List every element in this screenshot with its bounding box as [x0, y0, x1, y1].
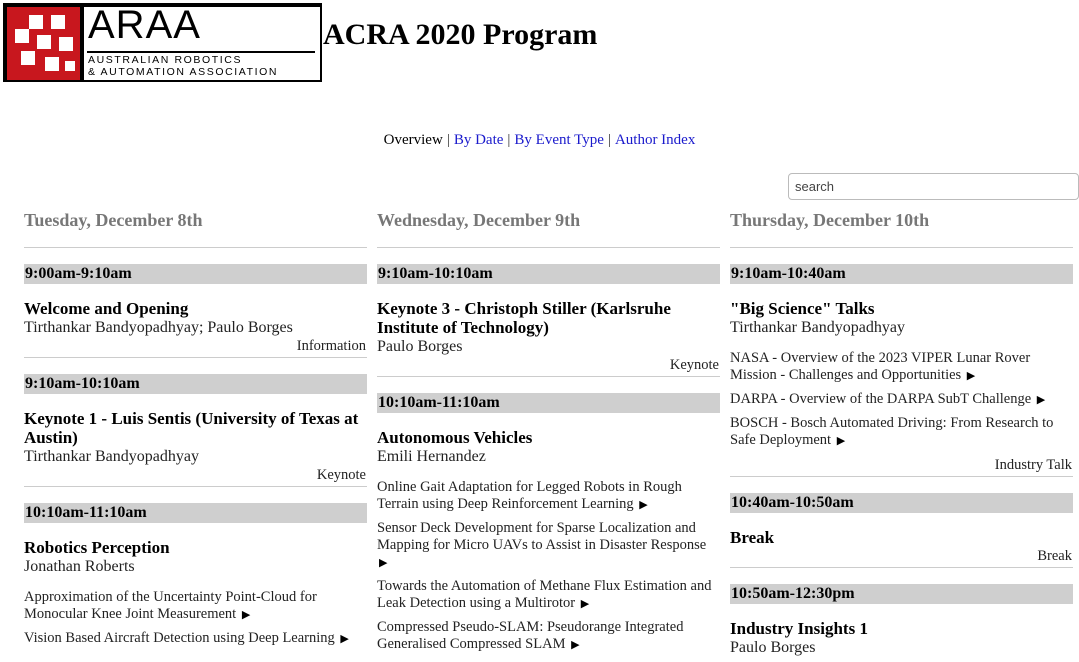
paper-item[interactable] [24, 589, 367, 624]
day-column-thursday [730, 210, 1073, 659]
event-type-label: Information [296, 338, 366, 354]
event-type-label: Break [1037, 548, 1072, 564]
session-title-link[interactable]: Autonomous Vehicles [377, 428, 533, 447]
day-heading: Thursday, December 10th [730, 210, 1073, 248]
session-title-link[interactable]: Break [730, 528, 775, 547]
session-chair: Emili Hernandez [377, 448, 486, 465]
time-slot-header: 10:40am-10:50am [730, 493, 1073, 513]
session-block [24, 284, 367, 358]
view-nav [0, 132, 1079, 149]
paper-list [377, 479, 720, 654]
session-block [24, 523, 367, 656]
day-column-wednesday [377, 210, 720, 662]
nav-author-index-link[interactable]: Author Index [614, 132, 696, 148]
araa-logo-text [84, 3, 320, 80]
paper-item[interactable] [730, 350, 1073, 385]
paper-item[interactable] [730, 391, 1073, 409]
session-block [730, 513, 1073, 568]
paper-item[interactable] [24, 630, 367, 648]
search-input[interactable] [788, 173, 1079, 200]
paper-title-link[interactable]: BOSCH - Bosch Automated Driving: From Research to Safe Deployment [730, 415, 1054, 448]
paper-title-link[interactable]: Sensor Deck Development for Sparse Localization and Mapping for Micro UAVs to Assist in Disaster Response [377, 520, 707, 553]
session-chair: Paulo Borges [377, 338, 463, 355]
paper-list [24, 589, 367, 648]
paper-item[interactable] [730, 415, 1073, 450]
paper-title-link[interactable]: Compressed Pseudo-SLAM: Pseudorange Integrated Generalised Compressed SLAM [377, 619, 684, 652]
expand-arrow-icon[interactable]: ▶ [340, 633, 349, 645]
session-chair: Tirthankar Bandyopadhyay; Paulo Borges [24, 319, 293, 336]
session-chair: Jonathan Roberts [24, 558, 135, 575]
paper-title-link[interactable]: Vision Based Aircraft Detection using Deep Learning [24, 630, 335, 646]
page-title: ACRA 2020 Program [323, 18, 598, 51]
paper-title-link[interactable]: Approximation of the Uncertainty Point-Cloud for Monocular Knee Joint Measurement [24, 589, 317, 622]
session-block [377, 413, 720, 662]
time-slot-header: 9:10am-10:10am [377, 264, 720, 284]
session-title-link[interactable]: Welcome and Opening [24, 299, 189, 318]
expand-arrow-icon[interactable]: ▶ [241, 609, 251, 621]
day-heading: Tuesday, December 8th [24, 210, 367, 248]
session-title-link[interactable]: Robotics Perception [24, 538, 170, 557]
logo-word: ARAA [88, 3, 201, 47]
expand-arrow-icon[interactable]: ▶ [1036, 394, 1046, 406]
nav-overview: Overview [383, 132, 443, 148]
event-type-label: Keynote [316, 467, 366, 483]
paper-item[interactable] [377, 619, 720, 654]
session-title-link[interactable]: Keynote 3 - Christoph Stiller (Karlsruhe Institute of Technology) [377, 299, 671, 337]
day-heading: Wednesday, December 9th [377, 210, 720, 248]
session-title-link[interactable]: Keynote 1 - Luis Sentis (University of Texas at Austin) [24, 409, 359, 447]
session-title-link[interactable]: "Big Science" Talks [730, 299, 875, 318]
nav-separator: | [607, 132, 611, 148]
session-title-link[interactable]: Industry Insights 1 [730, 619, 868, 638]
time-slot-header: 10:10am-11:10am [24, 503, 367, 523]
time-slot-header: 9:10am-10:10am [24, 374, 367, 394]
session-block [377, 284, 720, 377]
session-block [730, 604, 1073, 659]
paper-list [730, 350, 1073, 450]
time-slot-header: 10:50am-12:30pm [730, 584, 1073, 604]
nav-separator: | [507, 132, 511, 148]
paper-title-link[interactable]: Towards the Automation of Methane Flux Estimation and Leak Detection using a Multirotor [377, 578, 712, 611]
expand-arrow-icon[interactable]: ▶ [379, 557, 388, 569]
day-column-tuesday [24, 210, 367, 656]
araa-logo-mark-icon [7, 7, 80, 80]
nav-separator: | [446, 132, 450, 148]
expand-arrow-icon[interactable]: ▶ [639, 499, 648, 511]
event-type-label: Keynote [669, 357, 719, 373]
nav-by-event-type-link[interactable]: By Event Type [514, 132, 604, 148]
expand-arrow-icon[interactable]: ▶ [966, 370, 976, 382]
paper-item[interactable] [377, 520, 720, 572]
event-type-label: Industry Talk [994, 457, 1072, 473]
expand-arrow-icon[interactable]: ▶ [836, 435, 846, 447]
logo-subtitle-line2: & AUTOMATION ASSOCIATION [88, 66, 279, 78]
expand-arrow-icon[interactable]: ▶ [580, 598, 590, 610]
time-slot-header: 9:00am-9:10am [24, 264, 367, 284]
paper-item[interactable] [377, 578, 720, 613]
session-chair: Tirthankar Bandyopadhyay [24, 448, 199, 465]
time-slot-header: 10:10am-11:10am [377, 393, 720, 413]
logo-rule [87, 51, 315, 53]
session-chair: Tirthankar Bandyopadhyay [730, 319, 905, 336]
paper-title-link[interactable]: Online Gait Adaptation for Legged Robots in Rough Terrain using Deep Reinforcement Learning [377, 479, 682, 512]
logo-subtitle-line1: AUSTRALIAN ROBOTICS [88, 54, 243, 66]
paper-title-link[interactable]: NASA - Overview of the 2023 VIPER Lunar Rover Mission - Challenges and Opportunities [730, 350, 1031, 383]
expand-arrow-icon[interactable]: ▶ [571, 639, 580, 651]
nav-by-date-link[interactable]: By Date [453, 132, 504, 148]
paper-item[interactable] [377, 479, 720, 514]
session-block [730, 284, 1073, 477]
araa-logo[interactable] [3, 3, 322, 82]
time-slot-header: 9:10am-10:40am [730, 264, 1073, 284]
session-block [24, 394, 367, 487]
paper-title-link[interactable]: DARPA - Overview of the DARPA SubT Challenge [730, 391, 1032, 407]
session-chair: Paulo Borges [730, 639, 816, 656]
